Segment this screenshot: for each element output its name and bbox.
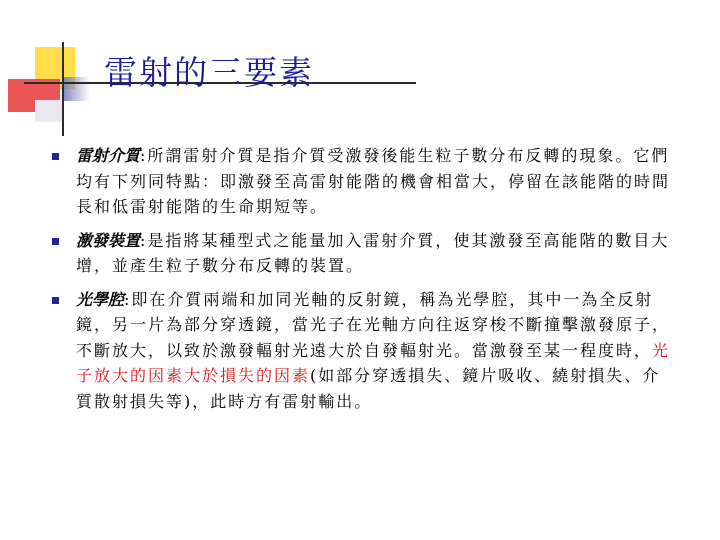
decor-blue-gradient <box>62 77 90 101</box>
bullet-item-excitation-device <box>48 228 678 279</box>
bullet-highlight: 光子放大的因素大於損失的因素 <box>76 340 671 385</box>
bullet-text <box>76 228 678 279</box>
bullet-term: 激發裝置 <box>76 230 141 250</box>
bullet-term: 雷射介質 <box>76 146 141 165</box>
bullet-item-laser-medium <box>48 143 678 220</box>
slide-title: 雷射的三要素 <box>104 53 314 92</box>
bullet-list <box>48 143 678 422</box>
bullet-square-icon <box>52 153 59 160</box>
bullet-body: :所謂雷射介質是指介質受激發後能生粒子數分布反轉的現象。它們均有下列同特點：即激發至高雷射能階的機會相當大，停留在該能階的時間長和低雷射能階的生命期短等。 <box>76 146 671 216</box>
bullet-text <box>76 143 678 220</box>
bullet-square-icon <box>52 297 59 304</box>
bullet-text <box>76 287 678 415</box>
decor-lavender-square <box>35 100 63 122</box>
bullet-body-end: (如部分穿透損失、鏡片吸收、繞射損失、介質散射損失等)，此時方有雷射輸出。 <box>76 366 661 411</box>
decor-vertical-line <box>62 42 64 136</box>
bullet-item-optical-cavity <box>48 287 678 415</box>
bullet-square-icon <box>52 238 59 245</box>
bullet-body: :是指將某種型式之能量加入雷射介質，使其激發至高能階的數目大增，並產生粒子數分布反轉的裝置。 <box>76 230 670 275</box>
bullet-body: :即在介質兩端和加同光軸的反射鏡，稱為光學腔，其中一為全反射鏡，另一片為部分穿透鏡，當光子在光軸方向往返穿梭不斷撞擊激發原子，不斷放大，以致於激發輻射光遠大於自發輻射光。當激發至某一程度時， <box>76 289 671 360</box>
bullet-term: 光學腔 <box>76 289 125 309</box>
